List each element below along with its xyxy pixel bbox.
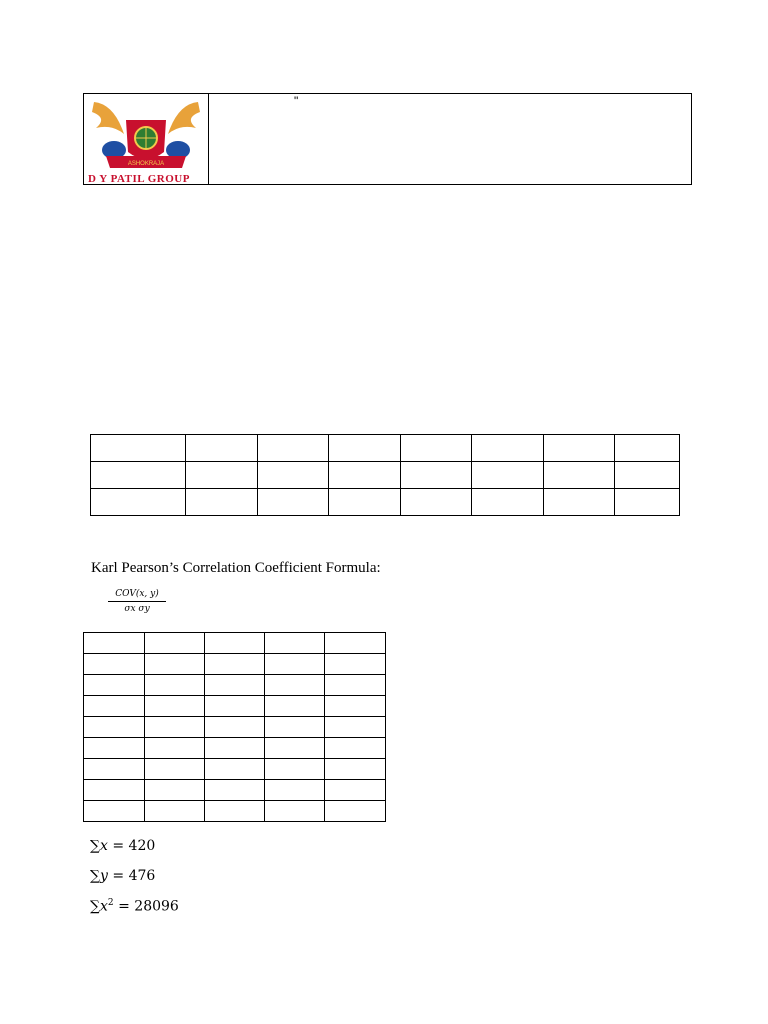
table-cell — [258, 489, 329, 516]
table-cell — [145, 675, 205, 696]
left-wing-shape — [92, 102, 124, 134]
table-cell — [84, 717, 145, 738]
table-cell — [265, 633, 325, 654]
table-row — [91, 435, 680, 462]
table-row — [84, 738, 386, 759]
sum-exponent: 2 — [107, 898, 114, 908]
table-cell — [615, 462, 680, 489]
logo-cell — [84, 94, 209, 184]
table-cell — [401, 489, 472, 516]
table-cell — [615, 489, 680, 516]
table-cell — [84, 801, 145, 822]
table-row — [84, 759, 386, 780]
table-cell — [325, 780, 386, 801]
table-row — [91, 462, 680, 489]
table-cell — [258, 435, 329, 462]
table-cell — [145, 717, 205, 738]
table-cell — [84, 780, 145, 801]
table-cell — [84, 633, 145, 654]
table-cell — [205, 675, 265, 696]
table-cell — [91, 489, 186, 516]
table-cell — [265, 801, 325, 822]
table-cell — [205, 801, 265, 822]
table-cell — [325, 717, 386, 738]
formula-numerator: COV(x, y) — [108, 589, 166, 602]
sum-value: 420 — [128, 838, 156, 854]
header-title: " — [294, 94, 299, 108]
sum-value: 476 — [128, 868, 156, 884]
table-cell — [258, 462, 329, 489]
table-row — [84, 780, 386, 801]
table-cell — [84, 759, 145, 780]
document-header — [83, 93, 692, 185]
equals-sign: = — [107, 838, 129, 854]
table-cell — [186, 489, 258, 516]
table-cell — [325, 738, 386, 759]
sum-variable: x — [100, 898, 108, 915]
table-cell — [145, 696, 205, 717]
table-cell — [145, 759, 205, 780]
sum-x-squared-line — [90, 898, 179, 915]
table-cell — [401, 462, 472, 489]
table-cell — [84, 675, 145, 696]
table-cell — [401, 435, 472, 462]
header-title-cell — [209, 94, 691, 184]
table-cell — [84, 738, 145, 759]
table-cell — [265, 696, 325, 717]
table-cell — [265, 675, 325, 696]
table-cell — [325, 675, 386, 696]
table-row — [84, 717, 386, 738]
table-cell — [205, 780, 265, 801]
table-cell — [544, 462, 615, 489]
table-cell — [265, 717, 325, 738]
table-cell — [325, 696, 386, 717]
formula-title: Karl Pearson’s Correlation Coefficient Formula: — [91, 560, 381, 576]
data-table-top — [90, 434, 680, 516]
table-cell — [145, 654, 205, 675]
table-cell — [186, 435, 258, 462]
table-cell — [91, 462, 186, 489]
logo-caption: D Y PATIL GROUP — [88, 173, 190, 184]
table-cell — [265, 759, 325, 780]
equals-sign: = — [113, 898, 135, 915]
table-cell — [615, 435, 680, 462]
table-cell — [544, 435, 615, 462]
equals-sign: = — [107, 868, 129, 884]
formula-denominator: σx σy — [124, 604, 150, 614]
right-wing-shape — [168, 102, 200, 134]
table-cell — [544, 489, 615, 516]
table-cell — [186, 462, 258, 489]
table-cell — [265, 780, 325, 801]
table-cell — [329, 462, 401, 489]
table-cell — [84, 696, 145, 717]
table-cell — [325, 801, 386, 822]
table-cell — [145, 780, 205, 801]
table-row — [84, 633, 386, 654]
sum-symbol: ∑ — [90, 898, 100, 915]
table-cell — [145, 801, 205, 822]
table-cell — [205, 633, 265, 654]
table-cell — [205, 738, 265, 759]
sum-x-line — [90, 838, 155, 854]
table-cell — [265, 654, 325, 675]
sum-variable: x — [100, 838, 108, 854]
table-cell — [325, 654, 386, 675]
table-row — [91, 489, 680, 516]
correlation-formula — [108, 589, 166, 614]
sum-symbol: ∑ — [90, 868, 100, 884]
table-cell — [205, 759, 265, 780]
table-cell — [325, 759, 386, 780]
table-cell — [472, 462, 544, 489]
data-table-bottom — [83, 632, 386, 822]
table-cell — [472, 489, 544, 516]
table-cell — [205, 654, 265, 675]
ribbon-text: ASHOKRAJA — [127, 161, 165, 167]
table-row — [84, 654, 386, 675]
table-cell — [84, 654, 145, 675]
table-cell — [145, 738, 205, 759]
table-row — [84, 696, 386, 717]
table-cell — [329, 435, 401, 462]
table-cell — [91, 435, 186, 462]
table-cell — [205, 717, 265, 738]
sum-symbol: ∑ — [90, 838, 100, 854]
dy-patil-logo — [84, 94, 208, 184]
sum-y-line — [90, 868, 155, 884]
sum-variable: y — [100, 868, 108, 884]
table-cell — [145, 633, 205, 654]
table-cell — [265, 738, 325, 759]
table-cell — [472, 435, 544, 462]
table-cell — [329, 489, 401, 516]
table-row — [84, 675, 386, 696]
table-row — [84, 801, 386, 822]
sum-value: 28096 — [134, 898, 179, 915]
table-cell — [325, 633, 386, 654]
table-cell — [205, 696, 265, 717]
